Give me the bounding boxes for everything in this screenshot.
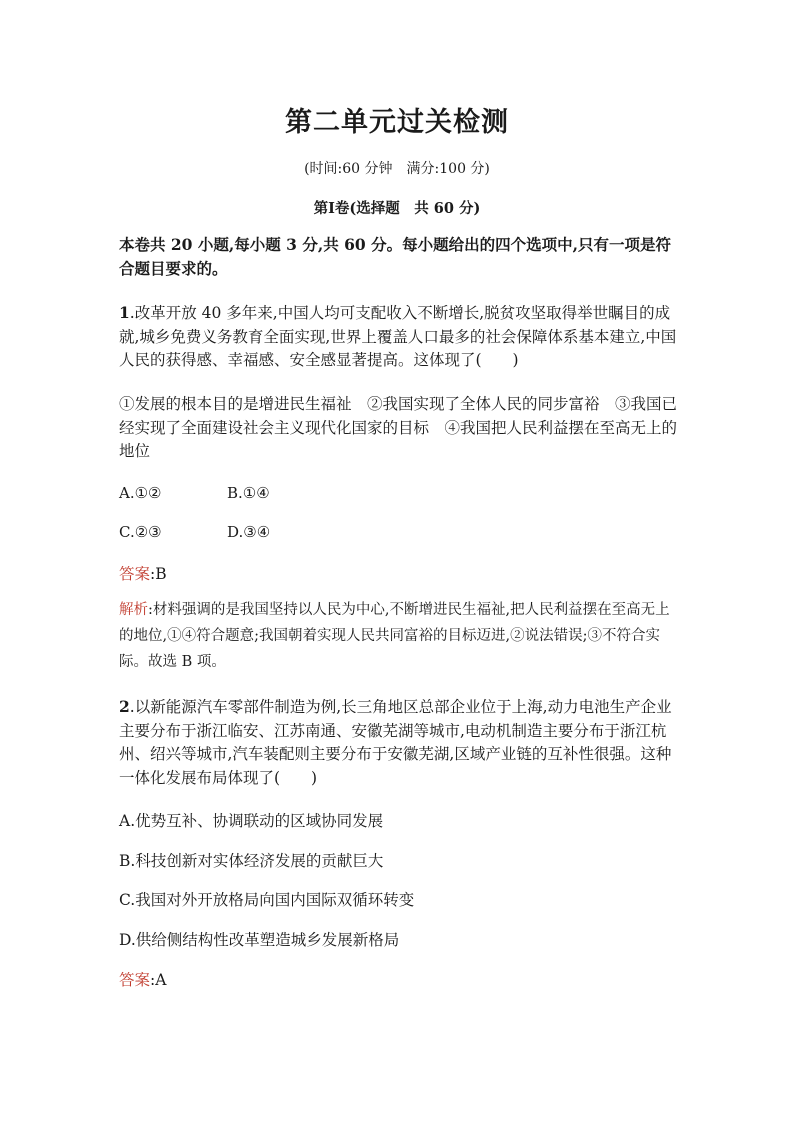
section-heading: 第Ⅰ卷(选择题 共 60 分) <box>313 200 481 217</box>
answer-value: :B <box>150 565 167 583</box>
option-b: B.①④ <box>227 484 270 502</box>
analysis-text: :材料强调的是我国坚持以人民为中心,不断增进民生福祉,把人民利益摆在至高无上的地位,①④符合题意;我国朝着实现人民共同富裕的目标迈进,②说法错误;③不符合实际。故选 B 项。 <box>119 602 670 670</box>
option-d: D.③④ <box>227 523 271 541</box>
exam-time-info: (时间:60 分钟 满分:100 分) <box>304 161 490 177</box>
question-1-options-row-2 <box>119 523 335 541</box>
answer-label: 答案 <box>119 971 151 989</box>
question-2-text: .以新能源汽车零部件制造为例,长三角地区总部企业位于上海,动力电池生产企业主要分布于浙江临安、江苏南通、安徽芜湖等城市,电动机制造主要分布于浙江杭州、绍兴等城市,汽车装配则主要分布于安徽芜湖,区域产业链的互补性很强。这种一体化发展布局体现了( ) <box>119 698 672 787</box>
question-2-answer <box>119 969 679 993</box>
question-1-number: 1 <box>119 303 130 322</box>
page-title: 第二单元过关检测 <box>285 107 509 138</box>
instructions: 本卷共 20 小题,每小题 3 分,共 60 分。每小题给出的四个选项中,只有一项是符合题目要求的。 <box>119 235 671 278</box>
answer-label: 答案 <box>119 565 151 583</box>
question-1-stem <box>119 301 679 373</box>
analysis-label: 解析 <box>119 602 148 618</box>
answer-value: :A <box>150 971 167 989</box>
question-2-option-c: C.我国对外开放格局向国内国际双循环转变 <box>119 891 415 909</box>
question-2-option-d: D.供给侧结构性改革塑造城乡发展新格局 <box>119 931 400 949</box>
question-2-option-b: B.科技创新对实体经济发展的贡献巨大 <box>119 852 384 870</box>
question-1-analysis <box>119 597 679 675</box>
question-1-options-row-1 <box>119 484 335 502</box>
question-1-text: .改革开放 40 多年来,中国人均可支配收入不断增长,脱贫攻坚取得举世瞩目的成就,城乡免费义务教育全面实现,世界上覆盖人口最多的社会保障体系基本建立,中国人民的获得感、幸福感、安全感显著提高。这体现了( ) <box>119 304 677 369</box>
question-2-number: 2 <box>119 697 130 716</box>
question-1-answer <box>119 563 679 587</box>
question-2-option-a: A.优势互补、协调联动的区域协同发展 <box>119 812 384 830</box>
question-2-stem <box>119 695 679 790</box>
option-a: A.①② <box>119 484 162 502</box>
question-1-statements: ①发展的根本目的是增进民生福祉 ②我国实现了全体人民的同步富裕 ③我国已经实现了全面建设社会主义现代化国家的目标 ④我国把人民利益摆在至高无上的地位 <box>119 395 678 460</box>
option-c: C.②③ <box>119 523 162 541</box>
